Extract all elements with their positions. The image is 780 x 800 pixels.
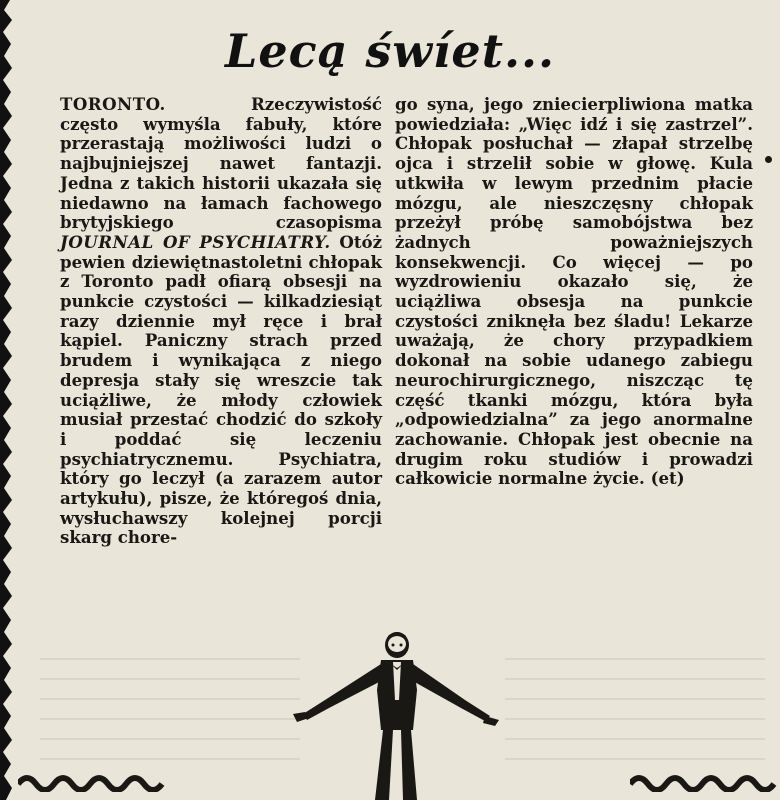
- right-column: [395, 95, 753, 489]
- wave-ornament-left: [18, 770, 168, 792]
- bowing-man-figure: [285, 630, 505, 800]
- right-text: go syna, jego zniecierpliwiona matka powiedziała: „Więc idź i się zastrzel”. Chłopak posłuchał — złapał strzelbę ojca i strzelił sobie w głowę. Kula utkwiła w lewym przednim płacie mózgu, ale nieszczęsny chłopak przeżył próbę samobójstwa bez żadnych poważniejszych konsekwencji. Co więcej — po wyzdrowieniu okazało się, że uciążliwa obsesja na punkcie czystości zniknęła bez śladu! Lekarze uważają, że chory przypadkiem dokonał na sobie udanego zabiegu neurochirurgicznego, niszcząc tę część tkanki mózgu, która była „odpowiedzialna” za jego anormalne zachowanie. Chłopak jest obecnie na drugim roku studiów i prowadzi całkowicie normalne życie.: [395, 94, 753, 489]
- right-paragraph: [395, 95, 753, 489]
- bleed-through-left: [40, 650, 300, 760]
- torn-edge: [0, 0, 16, 800]
- wave-ornament-right: [630, 770, 780, 792]
- left-paragraph: [60, 95, 382, 548]
- left-text-2: Otóż pewien dziewiętnastoletni chłopak z Toronto padł ofiarą obsesji na punkcie czystości — kilkadziesiąt razy dziennie mył ręce i brał kąpiel. Paniczny strach przed brudem i wynikająca z niego depresja stały się wreszcie tak uciążliwe, że młody człowiek musiał przestać chodzić do szkoły i poddać się leczeniu psychiatrycznemu. Psychiatra, który go leczył (a zarazem autor artykułu), pisze, że któregoś dnia, wysłuchawszy kolejnej porcji skarg chore-: [60, 231, 383, 548]
- ink-dot: [765, 156, 772, 163]
- dateline: TORONTO.: [60, 94, 166, 114]
- article-title: Lecą śwíet...: [225, 24, 555, 78]
- bleed-through-right: [505, 650, 765, 760]
- left-column: [60, 95, 382, 548]
- journal-name: JOURNAL OF PSYCHIATRY.: [60, 231, 331, 252]
- signature: (et): [650, 468, 685, 489]
- left-text-1: Rzeczywistość często wymyśla fabuły, które przerastają możliwości ludzi o najbujniejszej nawet fantazji. Jedna z takich historii ukazała się niedawno na łamach fachowego brytyjskiego czasopisma: [60, 94, 382, 233]
